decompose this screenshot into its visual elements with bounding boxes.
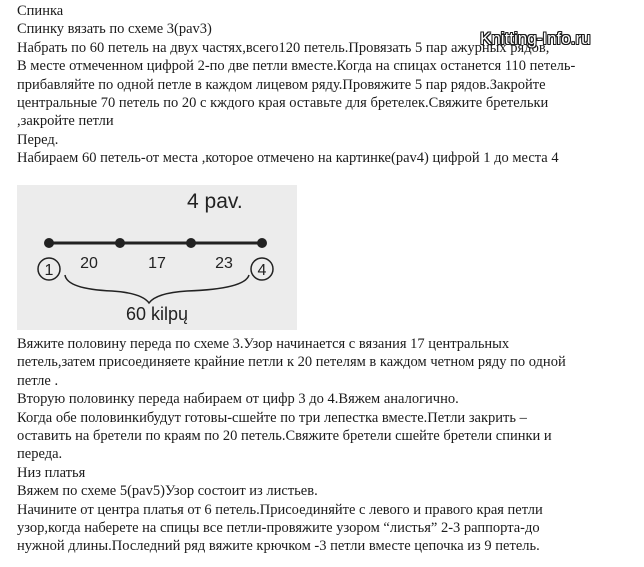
text-line: Набрать по 60 петель на двух частях,всего120 петель.Провязать 5 пар ажурных рядов,: [17, 39, 550, 56]
segment-label: 23: [215, 255, 233, 272]
heading-skirt: Низ платья: [17, 464, 86, 481]
end-marker-label: 4: [257, 262, 267, 279]
diagram-point: [257, 238, 267, 248]
text-line: Спинку вязать по схеме 3(pav3): [17, 21, 212, 38]
text-line: Вторую половинку переда набираем от цифр 3 до 4.Вяжем аналогично.: [17, 391, 459, 408]
text-block-top: [17, 2, 632, 168]
diagram-point: [44, 238, 54, 248]
text-line: Начините от центра платья от 6 петель.Присоединяйте с левого и правого края петли: [17, 501, 543, 518]
diagram-svg: [17, 185, 297, 330]
site-watermark: Knitting-Info.ru: [480, 29, 591, 48]
text-block-bottom: [17, 335, 632, 556]
text-line: Вяжите половину переда по схеме 3.Узор начинается с вязания 17 центральных: [17, 336, 510, 352]
total-brace: [65, 275, 249, 303]
text-line: узор,когда наберете на спицы все петли-провяжите узором “листья” 2-3 раппорта-до: [17, 519, 540, 536]
text-line: Когда обе половинкибудут готовы-сшейте по три лепестка вместе.Петли закрить –: [17, 409, 527, 426]
diagram-point: [186, 238, 196, 248]
text-line: В месте отмеченном цифрой 2-по две петли вместе.Когда на спицах останется 110 петель-: [17, 58, 576, 75]
total-label: 60 kilpų: [125, 304, 189, 324]
stitch-diagram: [17, 185, 297, 330]
text-line: переда.: [17, 446, 63, 463]
segment-label: 17: [148, 255, 166, 272]
text-line: Вяжем по схеме 5(pav5)Узор состоит из листьев.: [17, 483, 318, 500]
heading-front: Перед.: [17, 131, 59, 148]
text-line: центральные 70 петель по 20 с кждого края оставьте для бретелек.Свяжите бретельки: [17, 94, 549, 111]
text-line: прибавляйте по одной петле в каждом лицевом ряду.Провяжите 5 пар рядов.Закройте: [17, 76, 546, 93]
text-line: нужной длины.Последний ряд вяжите крючком -3 петли вместе цепочка из 9 петель.: [17, 538, 540, 555]
start-marker-label: 1: [44, 262, 54, 279]
text-line: ,закройте петли: [17, 113, 114, 130]
text-line: оставить на бретели по краям по 20 петель.Свяжите бретели сшейте бретели спинки и: [17, 427, 552, 444]
heading-back: Спинка: [17, 3, 64, 19]
text-line: Набираем 60 петель-от места ,которое отмечено на картинке(pav4) цифрой 1 до места 4: [17, 150, 559, 167]
diagram-point: [115, 238, 125, 248]
text-line: петле .: [17, 372, 59, 389]
segment-label: 20: [80, 255, 98, 272]
text-line: петель,затем присоединяете крайние петли к 20 петелям в каждом четном ряду по одной: [17, 354, 566, 371]
diagram-title: 4 pav.: [187, 190, 243, 213]
